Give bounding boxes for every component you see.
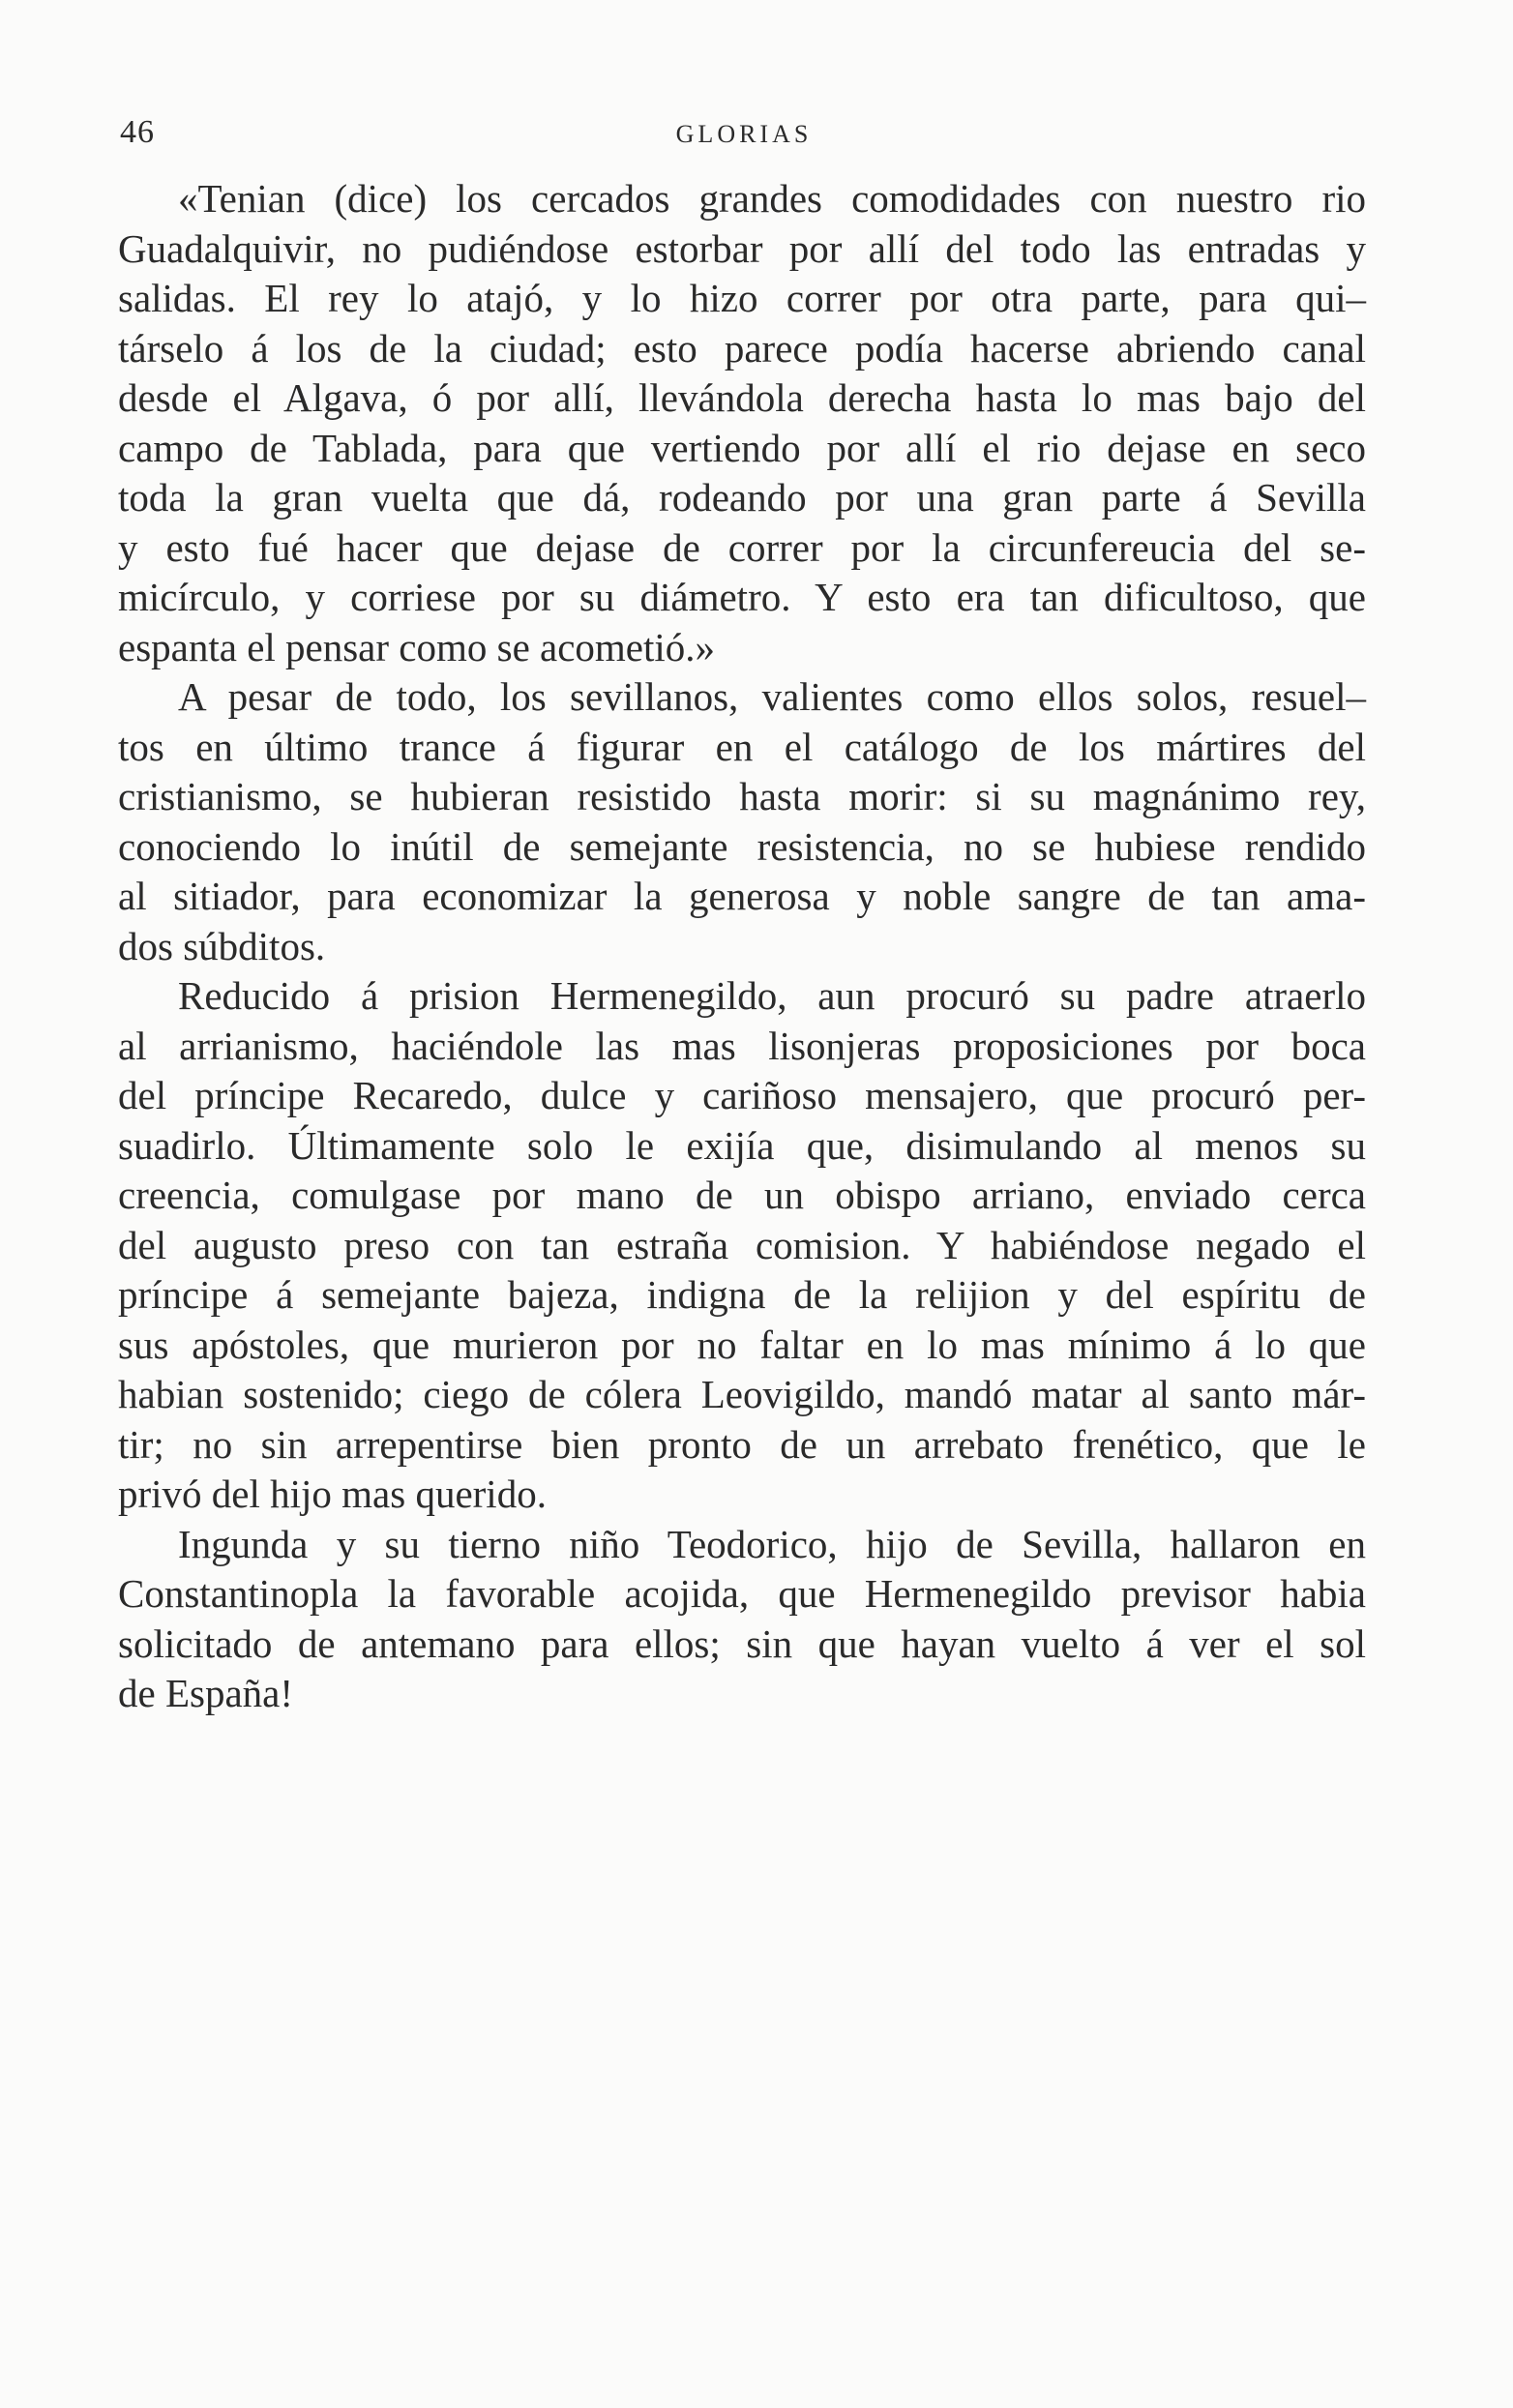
text-line: suadirlo. Últimamente solo le exijía que, disimulando al menos su [118,1122,1366,1168]
text-line: dos súbditos. [118,923,326,968]
text-line: príncipe á semejante bajeza, indigna de la relijion y del espíritu de [118,1272,1366,1317]
running-head: GLORIAS [675,120,813,148]
text-line: habian sostenido; ciego de cólera Leovigildo, mandó matar al santo már- [118,1372,1366,1416]
text-line: A pesar de todo, los sevillanos, valientes como ellos solos, resuel– [178,674,1366,719]
text-line: y esto fué hacer que dejase de correr por la circunfereucia del se- [118,524,1366,570]
text-line: al arrianismo, haciéndole las mas lisonjeras proposiciones por boca [118,1023,1366,1068]
text-line: del príncipe Recaredo, dulce y cariñoso mensajero, que procuró per- [118,1073,1366,1117]
text-line: del augusto preso con tan estraña comision. Y habiéndose negado el [118,1222,1366,1267]
text-line: Ingunda y su tierno niño Teodorico, hijo de Sevilla, hallaron en [178,1521,1366,1566]
text-line: desde el Algava, ó por allí, llevándola derecha hasta lo mas bajo del [118,375,1366,420]
text-line: cristianismo, se hubieran resistido hasta morir: si su magnánimo rey, [118,774,1366,818]
page-number: 46 [120,114,155,150]
text-line: Reducido á prision Hermenegildo, aun procuró su padre atraerlo [178,973,1366,1018]
text-line: «Tenian (dice) los cercados grandes comodidades con nuestro rio [178,176,1366,221]
text-line: conociendo lo inútil de semejante resistencia, no se hubiese rendido [118,823,1366,869]
text-line: Constantinopla la favorable acojida, que Hermenegildo previsor habia [118,1571,1366,1616]
text-line: de España! [118,1671,293,1715]
body-text [118,174,1366,1719]
text-line: salidas. El rey lo atajó, y lo hizo correr por otra parte, para qui– [118,276,1366,320]
text-line: tos en último trance á figurar en el catálogo de los mártires del [118,724,1366,769]
text-line: campo de Tablada, para que vertiendo por allí el rio dejase en seco [118,425,1366,470]
text-line: társelo á los de la ciudad; esto parece podía hacerse abriendo canal [118,325,1366,371]
text-line: micírculo, y corriese por su diámetro. Y esto era tan dificultoso, que [118,575,1366,619]
text-line: sus apóstoles, que murieron por no faltar en lo mas mínimo á lo que [118,1322,1366,1367]
page-header [120,114,1368,172]
text-line: tir; no sin arrepentirse bien pronto de un arrebato frenético, que le [118,1421,1366,1467]
text-line: solicitado de antemano para ellos; sin que hayan vuelto á ver el sol [118,1620,1366,1666]
text-line: al sitiador, para economizar la generosa y noble sangre de tan ama- [118,874,1366,918]
text-line: creencia, comulgase por mano de un obispo arriano, enviado cerca [118,1173,1366,1217]
text-line: espanta el pensar como se acometió.» [118,624,716,669]
text-line: toda la gran vuelta que dá, rodeando por una gran parte á Sevilla [118,475,1366,520]
text-line: Guadalquivir, no pudiéndose estorbar por allí del todo las entradas y [118,225,1366,271]
text-line: privó del hijo mas querido. [118,1472,547,1516]
